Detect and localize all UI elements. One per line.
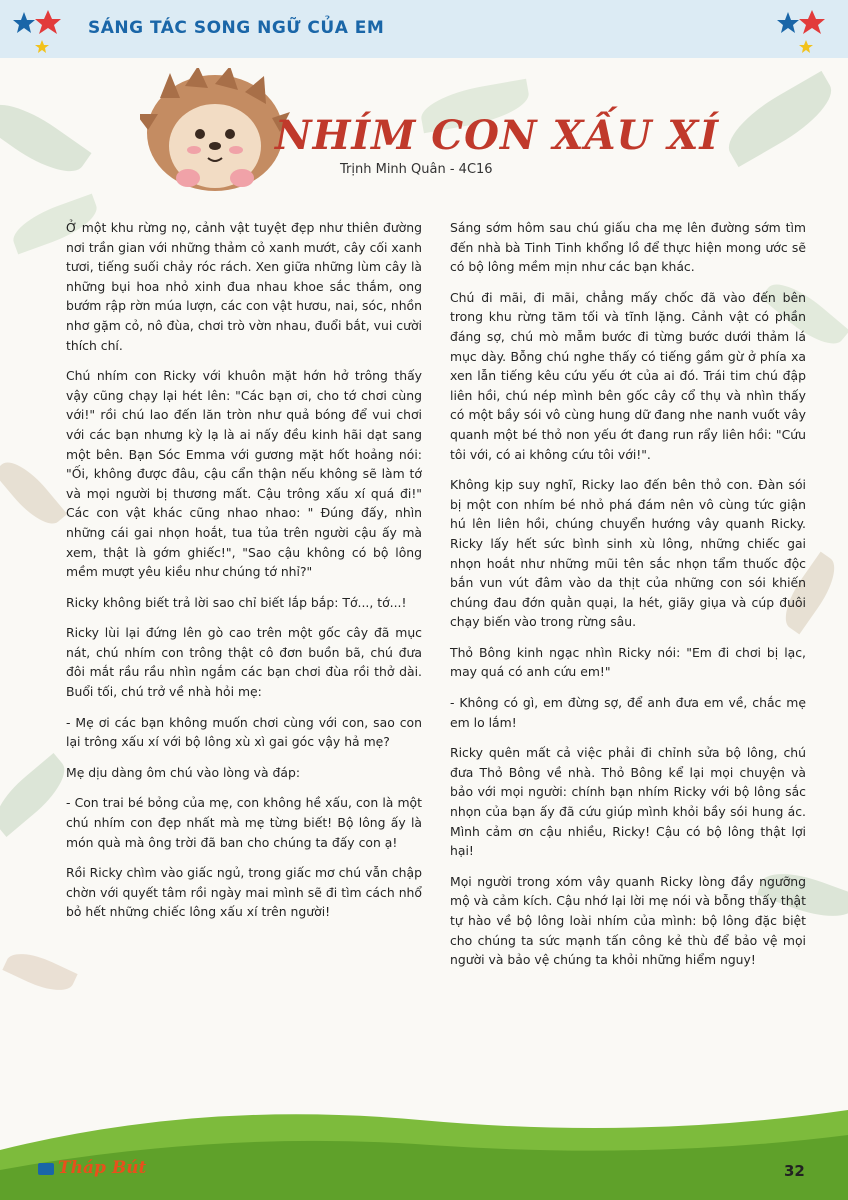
paragraph: - Mẹ ơi các bạn không muốn chơi cùng với con, sao con lại trông xấu xí với bộ lông xù xì gai góc vậy hả mẹ?: [66, 714, 422, 750]
paragraph: Ricky không biết trả lời sao chỉ biết lắp bắp: Tớ..., tớ...!: [66, 594, 407, 610]
grass-hill-decoration: [0, 1090, 848, 1200]
leaf-decoration-icon: [2, 945, 77, 1000]
paragraph: Chú nhím con Ricky với khuôn mặt hớn hở trông thấy vậy cũng chạy lại hét lên: "Các bạn ơi, cho tớ chơi cùng với!" rồi chú lao đến lăn tròn như quả bóng để vui chơi với các bạn nhưng kỳ lạ là ai nấy đều kinh hãi dạt sang một bên. Bạn Sóc Emma với gương mặt hốt hoảng nói: "Ối, không được đâu, cậu cẩn thận nếu không sẽ làm tớ và mọi người bị thương mất. Cậu trông xấu xí quá đi!" Các con vật khác cũng nhao nhao: " Đúng đấy, nhìn những cái gai nhọn hoắt, tua tủa trên người cậu ấy mà xem, thật là gớm ghiếc!", "Sao cậu không có bộ lông mềm mượt yêu kiều như chúng tớ nhỉ?": [66, 368, 422, 580]
leaf-decoration-icon: [0, 90, 92, 186]
paragraph: Ở một khu rừng nọ, cảnh vật tuyệt đẹp như thiên đường nơi trần gian với những thảm cỏ xanh mướt, cây cối xanh tươi, tiếng suối chảy róc rách. Xen giữa những lùm cây là những bụi hoa nhỏ xinh đua nhau khoe sắc thắm, ong bướm rập rờn múa lượn, các con vật hươu, nai, sóc, nhồn nhơ gặm cỏ, nô đùa, chơi trò vờn nhau, đuổi bắt, vui cười thích chí.: [66, 220, 422, 353]
header-title: SÁNG TÁC SONG NGỮ CỦA EM: [88, 18, 385, 38]
paragraph: - Con trai bé bỏng của mẹ, con không hề xấu, con là một chú nhím con đẹp nhất mà mẹ từng biết! Bộ lông ấy là món quà mà ông trời đã ban cho chúng ta đấy con ạ!: [66, 795, 422, 850]
leaf-decoration-icon: [0, 753, 75, 837]
right-text-column: [450, 218, 806, 981]
book-icon: [38, 1163, 54, 1175]
paragraph: Thỏ Bông kinh ngạc nhìn Ricky nói: "Em đi chơi bị lạc, may quá có anh cứu em!": [450, 644, 806, 680]
paragraph: Ricky quên mất cả việc phải đi chỉnh sửa bộ lông, chú đưa Thỏ Bông về nhà. Thỏ Bông kể lại mọi chuyện và bảo với mọi người: chính bạn nhím Ricky với bộ lông sắc nhọn của bạn ấy đã cứu giúp mình khỏi bầy sói hung ác. Mình cảm ơn cậu nhiều, Ricky! Cậu có bộ lông thật lợi hại!: [450, 745, 806, 859]
paragraph: Ricky lùi lại đứng lên gò cao trên một gốc cây đã mục nát, chú nhím con trông thật cô đơn buồn bã, chú đưa đôi mắt rầu rầu nhìn ngắm các bạn chơi đùa rồi thở dài. Buổi tối, chú trở về nhà hỏi mẹ:: [66, 625, 422, 700]
hedgehog-illustration-icon: [140, 68, 290, 198]
paragraph: - Không có gì, em đừng sợ, để anh đưa em về, chắc mẹ em lo lắm!: [450, 695, 806, 730]
page-number: 32: [784, 1162, 805, 1180]
page-header: [0, 0, 848, 58]
logo-text: Tháp Bút: [58, 1158, 147, 1178]
paragraph: Sáng sớm hôm sau chú giấu cha mẹ lên đường sớm tìm đến nhà bà Tinh Tinh khổng lồ để thực hiện mong ước sẽ có bộ lông mềm mịn như các bạn khác.: [450, 220, 806, 275]
stars-decoration-icon: [10, 6, 80, 56]
stars-decoration-icon: [774, 6, 844, 56]
story-title: NHÍM CON XẤU XÍ: [275, 112, 720, 159]
paragraph: Chú đi mãi, đi mãi, chẳng mấy chốc đã vào đến bên trong khu rừng tăm tối và tĩnh lặng. Cảnh vật có phần đáng sợ, chú mò mẫm bước đi từng bước dưới thảm lá mục dày. Bỗng chú nghe thấy có tiếng gầm gừ ở phía xa xen lẫn tiếng kêu cứu yếu ớt của ai đó. Trái tim chú đập liên hồi, chú nép mình bên gốc cây cổ thụ và nhìn thấy có một bầy sói vô cùng hung dữ đang nhe nanh vuốt vây quanh một bé thỏ non yếu ớt đang run rẩy liên hồi: "Cứu tôi với, có ai không cứu tôi với!".: [450, 289, 806, 462]
leaf-decoration-icon: [718, 71, 843, 167]
story-author: Trịnh Minh Quân - 4C16: [340, 162, 493, 177]
paragraph: Mọi người trong xóm vây quanh Ricky lòng đầy ngưỡng mộ và cảm kích. Cậu nhớ lại lời mẹ nói và bỗng thấy thật tự hào về bộ lông loài nhím của mình: bộ lông đặc biệt cho chúng ta sức mạnh tấn công kẻ thù để bảo vệ mọi người và bảo vệ chúng ta khỏi những hiểm nguy!: [450, 873, 806, 968]
paragraph: Mẹ dịu dàng ôm chú vào lòng và đáp:: [66, 764, 301, 780]
leaf-decoration-icon: [0, 453, 67, 534]
publication-logo: [38, 1158, 146, 1178]
left-text-column: [66, 218, 422, 933]
paragraph: Không kịp suy nghĩ, Ricky lao đến bên thỏ con. Đàn sói bị một con nhím bé nhỏ phá đám nên vô cùng tức giận hú lên liên hồi, chúng chuyển hướng vây quanh Ricky. Ricky lấy hết sức bình sinh xù lông, những chiếc gai nhọn hoắt như những mũi tên sắc nhọn tẩm thuốc độc bắn vun vút đâm vào da thịt của những con sói khiến chúng đau đớn quằn quại, la hét, giãy giụa và cúp đuôi chạy biến vào trong rừng sâu.: [450, 477, 806, 630]
paragraph: Rồi Ricky chìm vào giấc ngủ, trong giấc mơ chú vẫn chập chờn với quyết tâm rồi ngày mai mình sẽ đi tìm cách nhổ bỏ hết những chiếc lông xấu xí trên người!: [66, 865, 422, 920]
